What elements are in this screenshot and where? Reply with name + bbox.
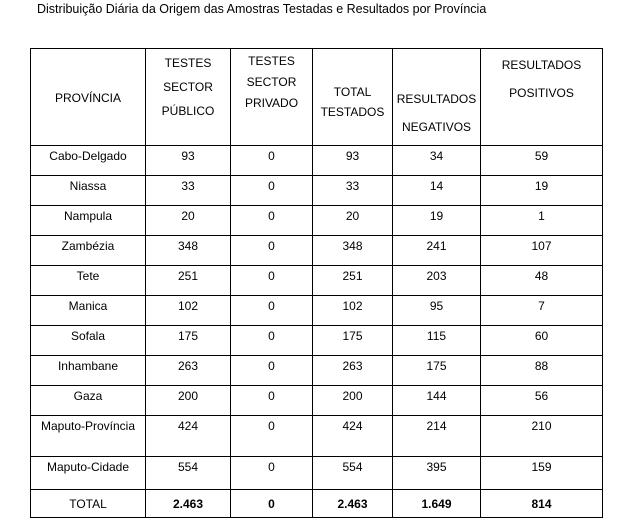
cell-positivos: 210 (481, 416, 603, 457)
cell-total-testados: 33 (313, 176, 393, 206)
header-line: SECTOR (163, 80, 213, 94)
header-testes-sector-publico (146, 49, 231, 146)
cell-total-testados: 263 (313, 356, 393, 386)
cell-total-testados: 424 (313, 416, 393, 457)
cell-positivos: 159 (481, 457, 603, 490)
total-cell-testes-privado: 0 (231, 490, 313, 518)
cell-negativos: 115 (393, 326, 481, 356)
cell-testes-publico: 424 (146, 416, 231, 457)
header-line: NEGATIVOS (401, 120, 472, 134)
cell-testes-publico: 263 (146, 356, 231, 386)
total-cell-total-testados: 2.463 (313, 490, 393, 518)
cell-total-testados: 200 (313, 386, 393, 416)
cell-negativos: 214 (393, 416, 481, 457)
cell-total-testados: 251 (313, 266, 393, 296)
total-cell-provincia: TOTAL (31, 490, 146, 518)
cell-total-testados: 554 (313, 457, 393, 490)
cell-provincia: Manica (31, 296, 146, 326)
cell-provincia: Gaza (31, 386, 146, 416)
table-row (31, 176, 603, 206)
table-row (31, 326, 603, 356)
cell-provincia: Sofala (31, 326, 146, 356)
cell-positivos: 88 (481, 356, 603, 386)
total-cell-testes-publico: 2.463 (146, 490, 231, 518)
cell-testes-privado: 0 (231, 146, 313, 176)
results-table (30, 48, 603, 518)
header-line: TESTES (164, 56, 212, 70)
table-row (31, 356, 603, 386)
cell-negativos: 203 (393, 266, 481, 296)
header-line: RESULTADOS (501, 58, 582, 72)
cell-total-testados: 20 (313, 206, 393, 236)
cell-testes-privado: 0 (231, 416, 313, 457)
cell-testes-publico: 33 (146, 176, 231, 206)
header-line: TOTAL (333, 85, 372, 99)
table-row (31, 146, 603, 176)
cell-negativos: 34 (393, 146, 481, 176)
cell-testes-privado: 0 (231, 296, 313, 326)
cell-testes-privado: 0 (231, 356, 313, 386)
cell-testes-publico: 93 (146, 146, 231, 176)
header-total-testados (313, 49, 393, 146)
cell-negativos: 95 (393, 296, 481, 326)
cell-provincia: Niassa (31, 176, 146, 206)
cell-testes-privado: 0 (231, 266, 313, 296)
cell-provincia: Maputo-Província (31, 416, 146, 457)
table-header-row (31, 49, 603, 146)
cell-provincia: Tete (31, 266, 146, 296)
table-body (31, 146, 603, 518)
cell-testes-publico: 20 (146, 206, 231, 236)
table-row (31, 296, 603, 326)
cell-negativos: 14 (393, 176, 481, 206)
header-line: TESTADOS (320, 105, 385, 119)
cell-total-testados: 102 (313, 296, 393, 326)
cell-positivos: 48 (481, 266, 603, 296)
cell-testes-privado: 0 (231, 457, 313, 490)
header-resultados-negativos (393, 49, 481, 146)
cell-positivos: 56 (481, 386, 603, 416)
header-provincia-label: PROVÍNCIA (54, 91, 121, 105)
table-row (31, 236, 603, 266)
cell-testes-privado: 0 (231, 236, 313, 266)
header-testes-sector-privado (231, 49, 313, 146)
cell-total-testados: 175 (313, 326, 393, 356)
header-resultados-positivos (481, 49, 603, 146)
header-line: RESULTADOS (396, 92, 477, 106)
cell-negativos: 241 (393, 236, 481, 266)
cell-testes-privado: 0 (231, 326, 313, 356)
table-row (31, 386, 603, 416)
cell-testes-privado: 0 (231, 386, 313, 416)
table-row-total (31, 490, 603, 518)
table-row (31, 266, 603, 296)
cell-provincia: Zambézia (31, 236, 146, 266)
cell-testes-publico: 175 (146, 326, 231, 356)
cell-testes-publico: 102 (146, 296, 231, 326)
table-row (31, 416, 603, 457)
cell-testes-publico: 348 (146, 236, 231, 266)
total-cell-positivos: 814 (481, 490, 603, 518)
header-line: PRIVADO (244, 96, 299, 110)
cell-testes-publico: 200 (146, 386, 231, 416)
cell-positivos: 107 (481, 236, 603, 266)
table-row (31, 206, 603, 236)
cell-testes-publico: 251 (146, 266, 231, 296)
header-line: SECTOR (246, 75, 297, 89)
total-cell-negativos: 1.649 (393, 490, 481, 518)
cell-provincia: Inhambane (31, 356, 146, 386)
cell-positivos: 19 (481, 176, 603, 206)
table-row (31, 457, 603, 490)
cell-negativos: 144 (393, 386, 481, 416)
header-line: POSITIVOS (509, 86, 574, 100)
cell-provincia: Cabo-Delgado (31, 146, 146, 176)
cell-positivos: 7 (481, 296, 603, 326)
cell-total-testados: 348 (313, 236, 393, 266)
header-provincia (31, 49, 146, 146)
cell-positivos: 60 (481, 326, 603, 356)
cell-total-testados: 93 (313, 146, 393, 176)
cell-negativos: 19 (393, 206, 481, 236)
cell-testes-publico: 554 (146, 457, 231, 490)
cell-positivos: 1 (481, 206, 603, 236)
document-title: Distribuição Diária da Origem das Amostras Testadas e Resultados por Província (37, 2, 487, 16)
cell-testes-privado: 0 (231, 206, 313, 236)
cell-negativos: 395 (393, 457, 481, 490)
cell-positivos: 59 (481, 146, 603, 176)
cell-negativos: 175 (393, 356, 481, 386)
cell-provincia: Nampula (31, 206, 146, 236)
cell-testes-privado: 0 (231, 176, 313, 206)
header-line: TESTES (248, 54, 295, 68)
header-line: PÚBLICO (161, 104, 215, 118)
cell-provincia: Maputo-Cidade (31, 457, 146, 490)
